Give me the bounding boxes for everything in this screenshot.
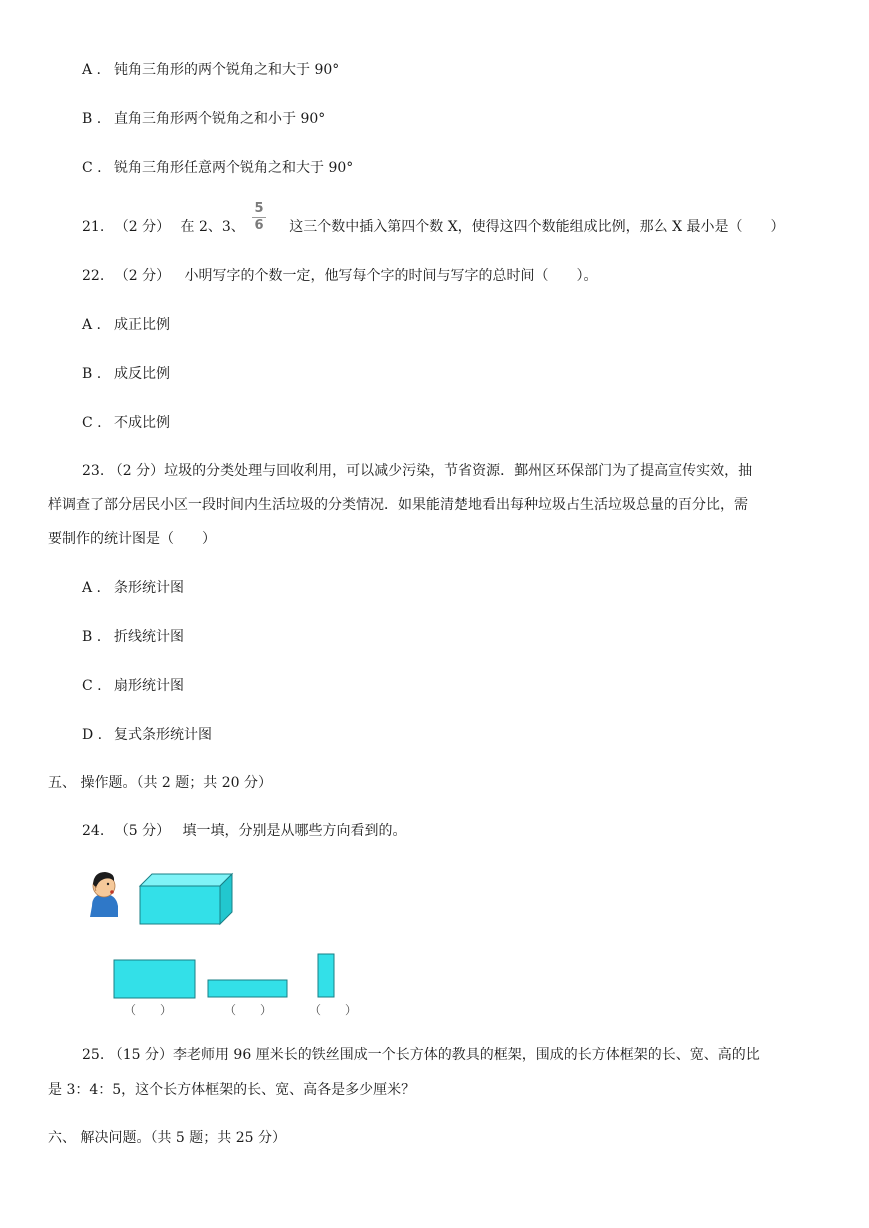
option-text: 锐角三角形任意两个锐角之和大于 90° (114, 160, 354, 176)
q23-option-a (82, 578, 184, 598)
option-letter: B . (82, 629, 102, 645)
option-letter: A . (82, 62, 102, 78)
section-6-heading: 六、 解决问题。（共 5 题；共 25 分） (48, 1130, 286, 1146)
option-letter: C . (82, 678, 102, 694)
question-22 (82, 266, 598, 286)
q22-option-b (82, 364, 170, 384)
q24-figure-svg (84, 862, 354, 1022)
option-text: 成正比例 (114, 317, 170, 333)
q22-option-a (82, 315, 170, 335)
option-letter: B . (82, 111, 102, 127)
question-score: （5 分） (114, 823, 171, 839)
section-5-heading: 五、 操作题。（共 2 题；共 20 分） (48, 775, 272, 791)
q23-option-d (82, 725, 212, 745)
question-score: （2 分） (114, 268, 171, 284)
option-text: 钝角三角形的两个锐角之和大于 90° (114, 62, 340, 78)
option-letter: C . (82, 415, 102, 431)
option-letter: A . (82, 317, 102, 333)
q20-option-c (82, 158, 353, 178)
option-text: 不成比例 (114, 415, 170, 431)
option-text: 扇形统计图 (114, 678, 184, 694)
answer-blank-front: （ ） (124, 1003, 173, 1017)
option-text: 直角三角形两个锐角之和小于 90° (114, 111, 326, 127)
option-text: 复式条形统计图 (114, 727, 212, 743)
question-number: 22. (82, 268, 105, 284)
cuboid-3d (140, 874, 232, 924)
question-21 (82, 217, 785, 237)
q20-option-b (82, 109, 325, 129)
question-text: 小明写字的个数一定，他写每个字的时间与写字的总时间（ ）。 (184, 268, 598, 284)
option-text: 成反比例 (114, 366, 170, 382)
q22-option-c (82, 413, 170, 433)
question-number: 21. (82, 219, 105, 235)
option-letter: A . (82, 580, 102, 596)
boy-icon (90, 872, 118, 917)
answer-blank-top: （ ） (224, 1003, 273, 1017)
question-score: （2 分） (114, 219, 171, 235)
answer-blank-side: （ ） (309, 1003, 358, 1017)
q23-option-c (82, 676, 184, 696)
question-23-line-1: 23. （2 分）垃圾的分类处理与回收利用，可以减少污染，节省资源．鄞州区环保部门为了提高宣传实效，抽 (82, 463, 753, 479)
option-letter: D . (82, 727, 103, 743)
option-letter: B . (82, 366, 102, 382)
view-side-rect (318, 954, 334, 997)
q24-figure (84, 862, 358, 1022)
fraction-denominator: 6 (254, 218, 264, 233)
question-number: 24. (82, 823, 105, 839)
question-text: 填一填，分别是从哪些方向看到的。 (182, 823, 407, 839)
option-text: 折线统计图 (114, 629, 184, 645)
fraction-five-sixths (252, 202, 266, 233)
question-text-before: 在 2、3、 (180, 219, 245, 235)
fraction-numerator: 5 (254, 201, 264, 216)
question-24 (82, 821, 407, 841)
q23-option-b (82, 627, 184, 647)
question-25-line-1: 25. （15 分）李老师用 96 厘米长的铁丝围成一个长方体的教具的框架，围成的长方体框架的长、宽、高的比 (82, 1047, 760, 1063)
q20-option-a (82, 60, 339, 80)
view-top-rect (208, 980, 287, 997)
option-text: 条形统计图 (114, 580, 184, 596)
option-letter: C . (82, 160, 102, 176)
question-23-line-3: 要制作的统计图是（ ） (48, 531, 216, 547)
question-25-line-2: 是 3：4：5，这个长方体框架的长、宽、高各是多少厘米？ (48, 1082, 416, 1098)
question-23-line-2: 样调查了部分居民小区一段时间内生活垃圾的分类情况．如果能清楚地看出每种垃圾占生活垃圾总量的百分比，需 (48, 497, 748, 513)
view-front-rect (114, 960, 195, 998)
question-text-after: 这三个数中插入第四个数 X，使得这四个数能组成比例，那么 X 最小是（ ） (289, 219, 785, 235)
